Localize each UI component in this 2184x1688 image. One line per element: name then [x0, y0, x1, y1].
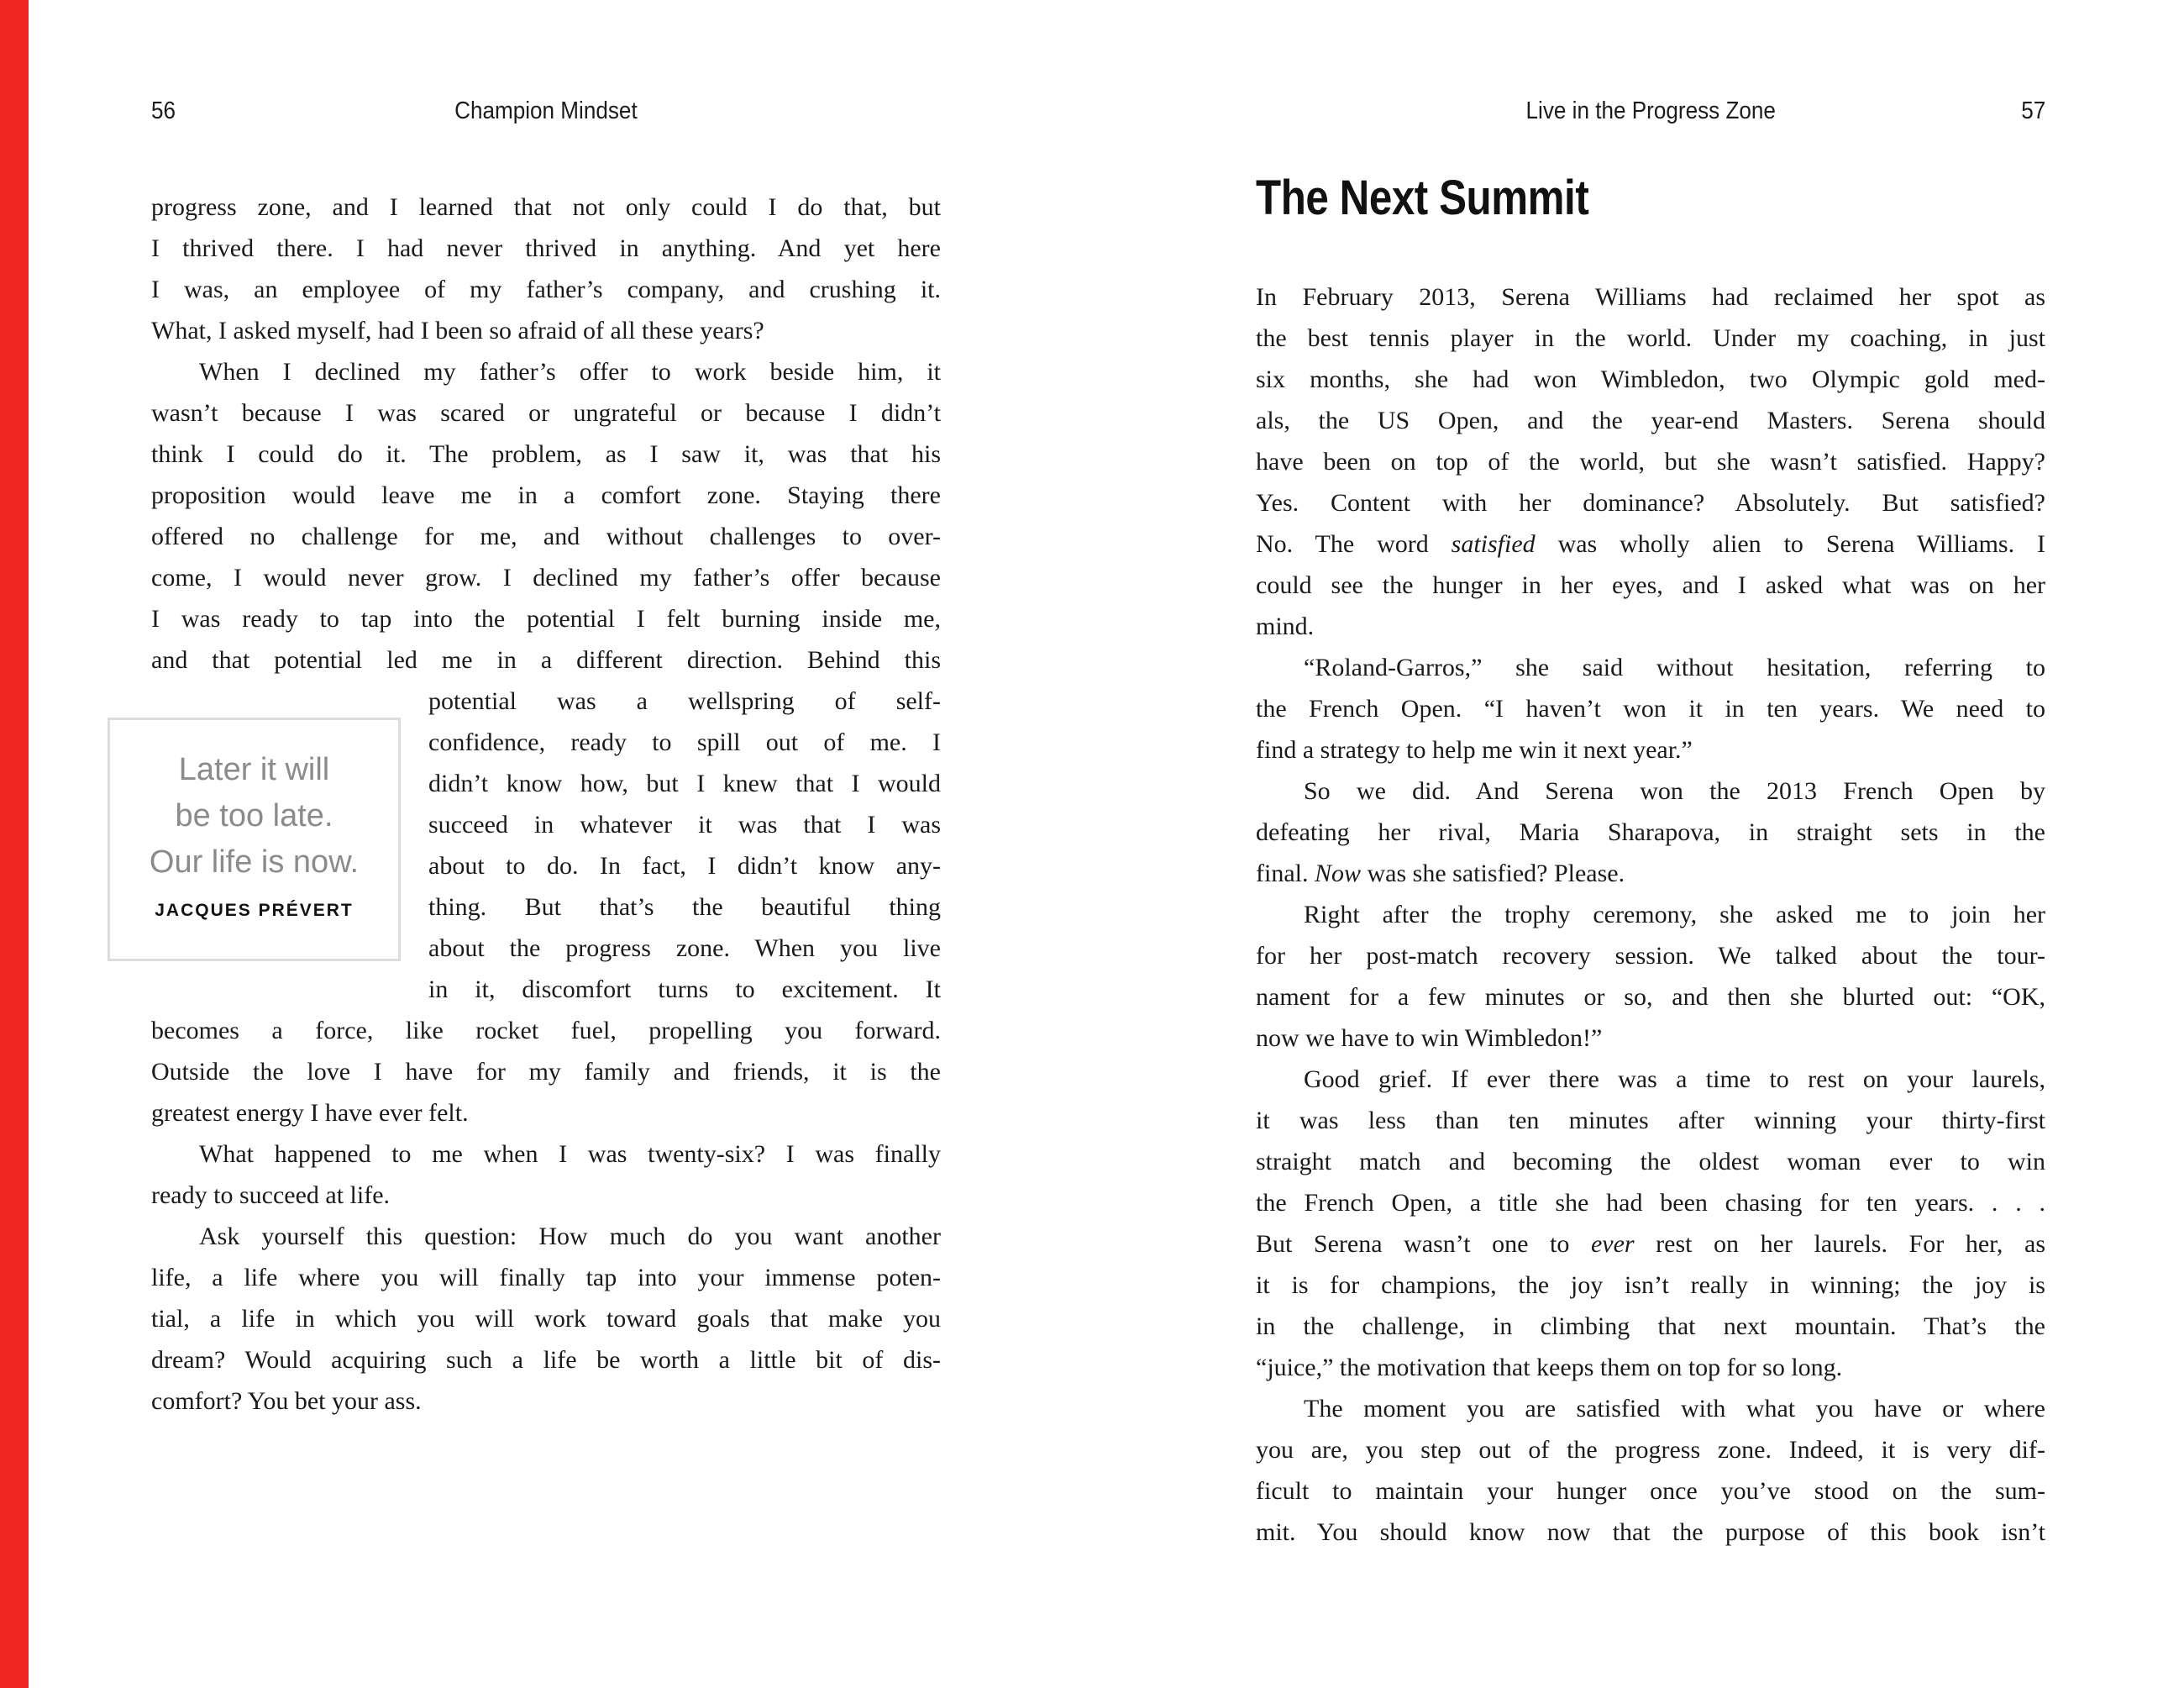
text-line: mit. You should know now that the purpose of this book isn’t — [1256, 1518, 2045, 1546]
text-line: about the progress zone. When you live — [428, 934, 941, 962]
text-line: succeed in whatever it was that I was — [428, 811, 941, 839]
text-line: and that potential led me in a different direction. Behind this — [151, 646, 941, 674]
running-head-right — [1256, 94, 2045, 128]
text-line: potential was a wellspring of self- — [428, 687, 941, 715]
text-line: for her post-match recovery session. We talked about the tour- — [1256, 942, 2045, 970]
text-line: tial, a life in which you will work toward goals that make you — [151, 1305, 941, 1333]
text-line: I was, an employee of my father’s company, and crushing it. — [151, 276, 941, 303]
pull-quote-box — [108, 718, 401, 961]
text-line: defeating her rival, Maria Sharapova, in straight sets in the — [1256, 818, 2045, 846]
left-text-block-top — [151, 187, 941, 681]
text-line: nament for a few minutes or so, and then she blurted out: “OK, — [1256, 983, 2045, 1011]
text-line: “Roland-Garros,” she said without hesitation, referring to — [1304, 654, 2045, 681]
pull-quote-wrap-row — [151, 681, 941, 1010]
text-line: it is for champions, the joy isn’t really in winning; the joy is — [1256, 1271, 2045, 1299]
text-line: als, the US Open, and the year-end Masters. Serena should — [1256, 407, 2045, 434]
pull-quote-line: be too late. — [175, 798, 333, 833]
text-line: Ask yourself this question: How much do you want another — [199, 1223, 941, 1250]
text-line: life, a life where you will finally tap into your immense poten- — [151, 1264, 941, 1291]
page-number-left: 56 — [151, 97, 176, 124]
text-line: No. The word satisfied was wholly alien to Serena Williams. I — [1256, 530, 2046, 558]
text-line: about to do. In fact, I didn’t know any- — [428, 852, 941, 880]
running-head-left — [151, 94, 941, 128]
text-line: becomes a force, like rocket fuel, propelling you forward. — [151, 1017, 941, 1044]
text-line: didn’t know how, but I knew that I would — [428, 770, 941, 797]
page-number-right: 57 — [2020, 97, 2045, 124]
text-line: in it, discomfort turns to excitement. It — [428, 975, 941, 1003]
text-line: proposition would leave me in a comfort zone. Staying there — [151, 481, 941, 509]
left-text-block-bottom — [151, 1010, 941, 1422]
section-title: The Next Summit — [1256, 171, 1589, 225]
text-line: Yes. Content with her dominance? Absolutely. But satisfied? — [1256, 489, 2045, 517]
text-line: So we did. And Serena won the 2013 French Open by — [1304, 777, 2045, 805]
text-line: But Serena wasn’t one to ever rest on her laurels. For her, as — [1256, 1230, 2045, 1258]
left-edge-red-bar — [0, 0, 29, 1688]
text-line: Good grief. If ever there was a time to rest on your laurels, — [1304, 1065, 2045, 1093]
text-line: “juice,” the motivation that keeps them on top for so long. — [1256, 1354, 1843, 1381]
text-line: progress zone, and I learned that not only could I do that, but — [151, 193, 941, 221]
text-line: comfort? You bet your ass. — [151, 1387, 422, 1415]
text-line: Right after the trophy ceremony, she asked me to join her — [1304, 901, 2045, 928]
text-line: confidence, ready to spill out of me. I — [428, 728, 941, 756]
text-line: in the challenge, in climbing that next mountain. That’s the — [1256, 1312, 2045, 1340]
text-line: have been on top of the world, but she wasn’t satisfied. Happy? — [1256, 448, 2045, 476]
left-page-body — [151, 187, 941, 1422]
text-line: wasn’t because I was scared or ungrateful or because I didn’t — [151, 399, 941, 427]
text-line: In February 2013, Serena Williams had reclaimed her spot as — [1256, 283, 2045, 311]
text-line: I thrived there. I had never thrived in anything. And yet here — [151, 234, 941, 262]
text-line: What happened to me when I was twenty-six? I was finally — [199, 1140, 941, 1168]
pull-quote-line: Our life is now. — [149, 844, 360, 880]
text-line: the best tennis player in the world. Under my coaching, in just — [1256, 324, 2045, 352]
text-line: the French Open. “I haven’t won it in ten years. We need to — [1256, 695, 2045, 723]
text-line: ready to succeed at life. — [151, 1181, 391, 1209]
pull-quote-line: Later it will — [178, 752, 330, 787]
text-line: ficult to maintain your hunger once you’ve stood on the sum- — [1256, 1477, 2045, 1505]
text-line: The moment you are satisfied with what you have or where — [1304, 1395, 2045, 1422]
running-head-title-left: Champion Mindset — [454, 97, 638, 124]
text-line: could see the hunger in her eyes, and I asked what was on her — [1256, 571, 2045, 599]
left-text-block-narrow — [428, 681, 941, 1010]
pull-quote-attribution: JACQUES PRÉVERT — [155, 901, 354, 920]
text-line: When I declined my father’s offer to work beside him, it — [199, 358, 941, 386]
right-page-body — [1256, 276, 2045, 1553]
text-line: now we have to win Wimbledon!” — [1256, 1024, 1603, 1052]
text-line: dream? Would acquiring such a life be worth a little bit of dis- — [151, 1346, 941, 1374]
text-line: thing. But that’s the beautiful thing — [428, 893, 941, 921]
text-line: find a strategy to help me win it next year.” — [1256, 736, 1693, 764]
text-line: Outside the love I have for my family and friends, it is the — [151, 1058, 941, 1086]
text-line: it was less than ten minutes after winning your thirty-first — [1256, 1107, 2045, 1134]
text-line: final. Now was she satisfied? Please. — [1256, 860, 1625, 887]
text-line: I was ready to tap into the potential I felt burning inside me, — [151, 605, 941, 633]
text-line: think I could do it. The problem, as I saw it, was that his — [151, 440, 941, 468]
text-line: What, I asked myself, had I been so afraid of all these years? — [151, 317, 764, 344]
text-line: greatest energy I have ever felt. — [151, 1099, 469, 1127]
text-line: the French Open, a title she had been chasing for ten years. . . . — [1256, 1189, 2045, 1217]
text-line: straight match and becoming the oldest woman ever to win — [1256, 1148, 2045, 1175]
running-head-title-right: Live in the Progress Zone — [1525, 97, 1776, 124]
text-line: you are, you step out of the progress zone. Indeed, it is very dif- — [1256, 1436, 2045, 1464]
text-line: come, I would never grow. I declined my father’s offer because — [151, 564, 941, 592]
text-line: mind. — [1256, 613, 1315, 640]
text-line: offered no challenge for me, and without challenges to over- — [151, 523, 941, 550]
text-line: six months, she had won Wimbledon, two Olympic gold med- — [1256, 365, 2045, 393]
